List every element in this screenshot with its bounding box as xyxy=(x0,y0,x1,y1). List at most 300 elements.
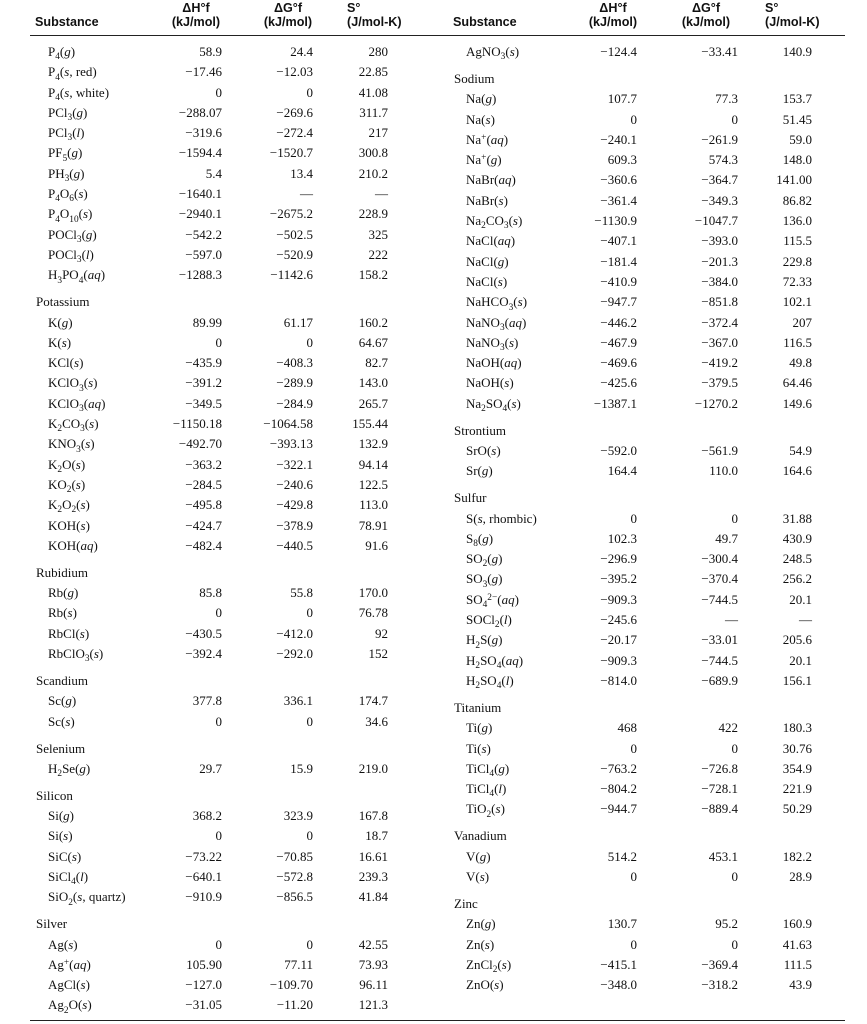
dh-value: 164.4 xyxy=(607,463,637,479)
group-header xyxy=(454,421,854,441)
group-label: Titanium xyxy=(454,699,502,715)
dh-value: −245.6 xyxy=(600,612,637,628)
substance-name: Zn(g) xyxy=(466,916,496,932)
dg-value: −440.5 xyxy=(276,537,313,553)
dh-value: −1130.9 xyxy=(594,213,637,229)
table-row xyxy=(454,394,854,414)
group-label: Selenium xyxy=(36,740,86,756)
s-value: 102.1 xyxy=(782,294,812,310)
dg-value: −851.8 xyxy=(701,294,738,310)
s-value: 20.1 xyxy=(789,652,812,668)
dg-value: −1047.7 xyxy=(694,213,738,229)
dh-value: 105.90 xyxy=(186,956,222,972)
dh-value: −363.2 xyxy=(185,456,222,472)
dg-value: −378.9 xyxy=(276,517,313,533)
dh-value: −407.1 xyxy=(600,233,637,249)
dg-value: −33.01 xyxy=(701,632,738,648)
s-value: 160.2 xyxy=(358,314,388,330)
substance-name: $SO_4^{2-}(aq)$ xyxy=(466,591,519,611)
table-row xyxy=(36,103,436,123)
table-row xyxy=(36,123,436,143)
table-row xyxy=(36,691,436,711)
header-s-unit: (J/mol-K) xyxy=(347,15,402,29)
dh-value: −592.0 xyxy=(600,443,637,459)
dh-value: −909.3 xyxy=(600,591,637,607)
table-row xyxy=(454,313,854,333)
dh-value: −446.2 xyxy=(600,314,637,330)
substance-name: $PF_5(g)$ xyxy=(48,145,83,164)
substance-name: TiO$_2$(s) xyxy=(466,801,505,820)
table-row xyxy=(454,651,854,671)
table-row xyxy=(36,475,436,495)
dh-value: −360.6 xyxy=(600,172,637,188)
table-row xyxy=(36,333,436,353)
dg-value: 0 xyxy=(731,740,738,756)
dh-value: 0 xyxy=(215,713,222,729)
header-s-symbol: S° xyxy=(347,1,361,15)
header-dh-symbol: ΔH°f xyxy=(182,1,210,15)
dg-value: 323.9 xyxy=(283,808,313,824)
dg-value: 13.4 xyxy=(290,165,313,181)
table-row xyxy=(36,83,436,103)
substance-name: NaCl(s) xyxy=(466,273,508,289)
substance-name: Ti(g) xyxy=(466,720,493,736)
dg-value: 77.11 xyxy=(284,956,313,972)
substance-name: $Na_2CO_3(s)$ xyxy=(466,213,523,232)
dg-value: −318.2 xyxy=(701,977,738,993)
s-value: 78.91 xyxy=(358,517,388,533)
dg-value: −11.20 xyxy=(276,997,313,1013)
dh-value: −425.6 xyxy=(600,375,637,391)
s-value: 174.7 xyxy=(358,693,388,709)
dh-value: −909.3 xyxy=(600,652,637,668)
substance-name: $H_2SO_4(l)$ xyxy=(466,672,514,692)
dh-value: −181.4 xyxy=(600,253,637,269)
s-value: — xyxy=(799,612,812,628)
substance-name: $H_2SO_4(aq)$ xyxy=(466,652,524,671)
substance-name: RbCl(s) xyxy=(48,625,90,641)
substance-name: KOH(aq) xyxy=(48,537,98,553)
s-value: 205.6 xyxy=(782,632,812,648)
dg-value: 336.1 xyxy=(283,693,313,709)
substance-name: Na+(g) xyxy=(466,152,502,168)
table-row xyxy=(454,529,854,549)
group-header xyxy=(36,739,436,759)
dg-value: −70.85 xyxy=(276,848,313,864)
group-header xyxy=(454,69,854,89)
table-row xyxy=(454,333,854,353)
table-row xyxy=(454,569,854,589)
dh-value: −495.8 xyxy=(185,497,222,513)
header-substance-left xyxy=(35,15,99,29)
dg-value: −272.4 xyxy=(276,125,313,141)
substance-name: $H_2Se(g)$ xyxy=(48,760,91,780)
dh-value: 130.7 xyxy=(607,916,637,932)
dg-value: 0 xyxy=(306,936,313,952)
dh-value: −2940.1 xyxy=(178,206,222,222)
table-row xyxy=(454,779,854,799)
dh-value: −910.9 xyxy=(185,889,222,905)
dg-value: −369.4 xyxy=(701,956,738,972)
dg-value: −109.70 xyxy=(269,977,313,993)
dg-value: 77.3 xyxy=(715,91,738,107)
group-header xyxy=(454,698,854,718)
dg-value: 0 xyxy=(306,84,313,100)
table-row xyxy=(36,712,436,732)
dg-value: −269.6 xyxy=(276,104,313,120)
table-row xyxy=(454,373,854,393)
s-value: 265.7 xyxy=(358,395,388,411)
dg-value: −367.0 xyxy=(701,334,738,350)
header-dh-symbol: ΔH°f xyxy=(599,1,627,15)
dg-value: −289.9 xyxy=(276,375,313,391)
substance-name: $SO_3(g)$ xyxy=(466,571,503,590)
dg-value: −201.3 xyxy=(701,253,738,269)
dg-value: 95.2 xyxy=(715,916,738,932)
substance-name: $H_3PO_4(aq)$ xyxy=(48,267,106,286)
dh-value: 609.3 xyxy=(607,152,637,168)
s-value: 41.08 xyxy=(358,84,388,100)
dg-value: 422 xyxy=(718,720,738,736)
s-value: 153.7 xyxy=(782,91,812,107)
header-dh-unit: (kJ/mol) xyxy=(588,15,638,29)
s-value: 180.3 xyxy=(782,720,812,736)
dh-value: −763.2 xyxy=(600,760,637,776)
substance-name: K(g) xyxy=(48,314,73,330)
substance-name: KClO$_3$(s) xyxy=(48,375,98,394)
s-value: 430.9 xyxy=(782,530,812,546)
dg-value: 0 xyxy=(731,510,738,526)
header-dg-unit: (kJ/mol) xyxy=(263,15,313,29)
dg-value: −520.9 xyxy=(276,246,313,262)
substance-name: NaBr(s) xyxy=(466,192,508,208)
dg-value: −372.4 xyxy=(701,314,738,330)
s-value: 136.0 xyxy=(782,213,812,229)
s-value: 248.5 xyxy=(782,551,812,567)
dh-value: 0 xyxy=(630,740,637,756)
table-row xyxy=(36,225,436,245)
group-label: Scandium xyxy=(36,672,88,688)
s-value: 143.0 xyxy=(358,375,388,391)
dh-value: 377.8 xyxy=(192,693,222,709)
table-row xyxy=(36,245,436,265)
group-header xyxy=(36,292,436,312)
substance-name: Na(g) xyxy=(466,91,497,107)
group-label: Zinc xyxy=(454,896,478,911)
header-substance-right xyxy=(453,15,517,29)
substance-name: SiO$_2$(s, quartz) xyxy=(48,889,126,908)
substance-name: SOCl$_2$(l) xyxy=(466,612,512,631)
substance-name: AgNO$_3$(s) xyxy=(466,44,520,63)
dh-value: −284.5 xyxy=(185,476,222,492)
dg-value: −292.0 xyxy=(276,645,313,661)
group-header xyxy=(36,786,436,806)
s-value: 221.9 xyxy=(782,781,812,797)
s-value: 34.6 xyxy=(365,713,388,729)
dh-value: 0 xyxy=(215,334,222,350)
s-value: 116.5 xyxy=(783,334,812,350)
group-label: Strontium xyxy=(454,422,507,438)
s-value: 42.55 xyxy=(358,936,388,952)
dg-value: −744.5 xyxy=(701,591,738,607)
header-dg-left xyxy=(240,1,336,29)
dh-value: 368.2 xyxy=(192,808,222,824)
substance-name: NaBr(aq) xyxy=(466,172,516,188)
substance-name: $S_8(g)$ xyxy=(466,530,494,550)
table-row xyxy=(454,671,854,691)
s-value: 228.9 xyxy=(358,206,388,222)
substance-name: $P_4O_6(s)$ xyxy=(48,186,88,205)
table-row xyxy=(36,847,436,867)
s-value: 92 xyxy=(375,625,388,641)
table-row xyxy=(454,170,854,190)
table-row xyxy=(36,394,436,414)
dh-value: −391.2 xyxy=(185,375,222,391)
dg-value: −412.0 xyxy=(276,625,313,641)
dh-value: 102.3 xyxy=(607,530,637,546)
header-dh-right xyxy=(565,1,661,29)
table-row xyxy=(454,191,854,211)
group-label: Sulfur xyxy=(454,490,487,506)
dh-value: 0 xyxy=(215,828,222,844)
substance-name: $KNO_3(s)$ xyxy=(48,436,95,455)
s-value: 64.67 xyxy=(358,334,388,350)
substance-name: NaOH(aq) xyxy=(466,355,522,371)
header-dh-left xyxy=(148,1,244,29)
table-row xyxy=(36,495,436,515)
group-label: Rubidium xyxy=(36,564,89,580)
substance-name: NaCl(g) xyxy=(466,253,509,269)
dh-value: 85.8 xyxy=(199,585,222,601)
substance-name: Sc(s) xyxy=(48,713,75,729)
s-value: 113.0 xyxy=(359,497,388,513)
dg-value: −379.5 xyxy=(701,375,738,391)
table-row xyxy=(454,867,854,887)
substance-name: $P_4O_{10}(s)$ xyxy=(48,206,93,225)
substance-name: Na(s) xyxy=(466,111,495,127)
dg-value: −856.5 xyxy=(276,889,313,905)
dg-value: −364.7 xyxy=(701,172,738,188)
dg-value: 0 xyxy=(306,713,313,729)
substance-name: KCl(s) xyxy=(48,355,84,371)
substance-name: POCl$_3$(g) xyxy=(48,226,97,245)
dg-value: 15.9 xyxy=(290,760,313,776)
dh-value: 58.9 xyxy=(199,44,222,59)
dh-value: 29.7 xyxy=(199,760,222,776)
substance-name: ZnCl$_2$(s) xyxy=(466,956,512,976)
table-row xyxy=(36,42,436,62)
table-row xyxy=(454,975,854,995)
table-row xyxy=(454,630,854,650)
dg-value: −1064.58 xyxy=(263,416,313,432)
s-value: 156.1 xyxy=(782,672,812,688)
table-row xyxy=(36,143,436,163)
dg-value: −689.9 xyxy=(701,672,738,688)
dg-value: −744.5 xyxy=(701,652,738,668)
group-label: Vanadium xyxy=(454,828,507,844)
s-value: 76.78 xyxy=(358,605,388,621)
group-label: Sodium xyxy=(454,70,495,86)
table-row xyxy=(454,42,854,62)
table-row xyxy=(454,89,854,109)
dg-value: — xyxy=(725,612,738,628)
table-row xyxy=(454,272,854,292)
table-row xyxy=(454,935,854,955)
s-value: 49.8 xyxy=(789,355,812,371)
table-row xyxy=(36,887,436,907)
group-header xyxy=(36,671,436,691)
dh-value: 0 xyxy=(215,605,222,621)
table-row xyxy=(454,150,854,170)
table-row xyxy=(36,265,436,285)
substance-name: Ag(s) xyxy=(48,936,78,952)
s-value: 122.5 xyxy=(358,476,388,492)
substance-name: V(g) xyxy=(466,848,491,864)
substance-name: Rb(g) xyxy=(48,585,79,601)
s-value: 59.0 xyxy=(789,131,812,147)
table-row xyxy=(36,414,436,434)
s-value: 30.76 xyxy=(782,740,812,756)
dg-value: 110.0 xyxy=(709,463,738,479)
dh-value: −20.17 xyxy=(600,632,637,648)
dg-value: −33.41 xyxy=(701,44,738,59)
table-row xyxy=(36,624,436,644)
substance-name: $SO_2(g)$ xyxy=(466,551,503,570)
s-value: 158.2 xyxy=(358,267,388,283)
group-header xyxy=(454,488,854,508)
dh-value: 0 xyxy=(630,936,637,952)
s-value: 217 xyxy=(368,125,388,141)
table-row xyxy=(36,455,436,475)
substance-name: PCl$_3$(g) xyxy=(48,104,88,124)
substance-name: NaNO$_3$(s) xyxy=(466,334,519,354)
s-value: 111.5 xyxy=(783,956,812,972)
dg-value: −419.2 xyxy=(701,355,738,371)
substance-name: $PH_3(g)$ xyxy=(48,165,85,185)
s-value: — xyxy=(375,186,388,202)
dh-value: 89.99 xyxy=(192,314,222,330)
dh-value: 5.4 xyxy=(205,165,222,181)
substance-name: $K_2O_2(s)$ xyxy=(48,497,90,516)
bottom-rule xyxy=(30,1020,845,1021)
s-value: 210.2 xyxy=(358,165,388,181)
dg-value: −240.6 xyxy=(276,476,313,492)
s-value: 20.1 xyxy=(789,591,812,607)
dh-value: 0 xyxy=(630,869,637,885)
substance-name: Ag+(aq) xyxy=(48,956,91,972)
dg-value: −502.5 xyxy=(276,226,313,242)
s-value: 256.2 xyxy=(782,571,812,587)
table-row xyxy=(36,806,436,826)
s-value: 18.7 xyxy=(365,828,388,844)
dh-value: 107.7 xyxy=(607,91,637,107)
dg-value: −726.8 xyxy=(701,760,738,776)
substance-name: V(s) xyxy=(466,869,490,885)
table-row xyxy=(454,292,854,312)
dg-value: −2675.2 xyxy=(269,206,313,222)
dg-value: 49.7 xyxy=(715,530,738,546)
substance-name: Si(s) xyxy=(48,828,73,844)
substance-name: SiC(s) xyxy=(48,848,82,864)
s-value: 155.44 xyxy=(352,416,388,432)
table-column-right xyxy=(454,42,854,995)
group-label: Potassium xyxy=(36,294,90,310)
dh-value: −31.05 xyxy=(185,997,222,1013)
s-value: 148.0 xyxy=(782,152,812,168)
dg-value: −261.9 xyxy=(701,131,738,147)
dh-value: −348.0 xyxy=(600,977,637,993)
dg-value: −349.3 xyxy=(701,192,738,208)
table-row xyxy=(36,536,436,556)
header-s-right xyxy=(765,1,835,29)
s-value: 115.5 xyxy=(783,233,812,249)
substance-name: SrO(s) xyxy=(466,443,501,459)
substance-name: NaNO$_3$(aq) xyxy=(466,314,527,333)
dg-value: −1520.7 xyxy=(269,145,313,161)
dh-value: −424.7 xyxy=(185,517,222,533)
dh-value: −804.2 xyxy=(600,781,637,797)
dh-value: −395.2 xyxy=(600,571,637,587)
dh-value: −469.6 xyxy=(600,355,637,371)
dh-value: −542.2 xyxy=(185,226,222,242)
substance-name: $Na_2SO_4(s)$ xyxy=(466,395,521,414)
table-row xyxy=(36,644,436,664)
header-s-symbol: S° xyxy=(765,1,779,15)
group-label: Silicon xyxy=(36,787,73,803)
dg-value: −300.4 xyxy=(701,551,738,567)
s-value: 170.0 xyxy=(358,585,388,601)
header-dg-right xyxy=(658,1,754,29)
substance-name: Zn(s) xyxy=(466,936,495,952)
s-value: 182.2 xyxy=(782,848,812,864)
s-value: 239.3 xyxy=(358,869,388,885)
table-row xyxy=(36,975,436,995)
table-row xyxy=(454,231,854,251)
substance-name: $P_4(s$, red) xyxy=(48,64,97,83)
dh-value: −430.5 xyxy=(185,625,222,641)
substance-name: S(s, rhombic) xyxy=(466,510,537,526)
dh-value: −640.1 xyxy=(185,869,222,885)
dg-value: 453.1 xyxy=(708,848,738,864)
dh-value: −814.0 xyxy=(600,672,637,688)
dg-value: −889.4 xyxy=(701,801,738,817)
table-row xyxy=(36,373,436,393)
s-value: 64.46 xyxy=(782,375,812,391)
table-row xyxy=(454,914,854,934)
dh-value: −492.70 xyxy=(178,436,222,452)
table-column-left xyxy=(36,42,436,1016)
dg-value: 0 xyxy=(731,869,738,885)
table-row xyxy=(36,603,436,623)
dh-value: −296.9 xyxy=(600,551,637,567)
dh-value: −947.7 xyxy=(600,294,637,310)
dg-value: 574.3 xyxy=(708,152,738,168)
table-row xyxy=(36,759,436,779)
group-header xyxy=(36,914,436,934)
dh-value: −361.4 xyxy=(600,192,637,208)
s-value: 96.11 xyxy=(359,977,388,993)
header-substance-label: Substance xyxy=(35,15,99,29)
substance-name: $KO_2(s)$ xyxy=(48,476,86,496)
dh-value: −435.9 xyxy=(185,355,222,371)
substance-name: NaHCO$_3$(s) xyxy=(466,294,528,313)
s-value: 354.9 xyxy=(782,760,812,776)
table-row xyxy=(454,130,854,150)
table-row xyxy=(36,867,436,887)
s-value: 41.63 xyxy=(782,936,812,952)
s-value: 73.93 xyxy=(358,956,388,972)
s-value: 91.6 xyxy=(365,537,388,553)
